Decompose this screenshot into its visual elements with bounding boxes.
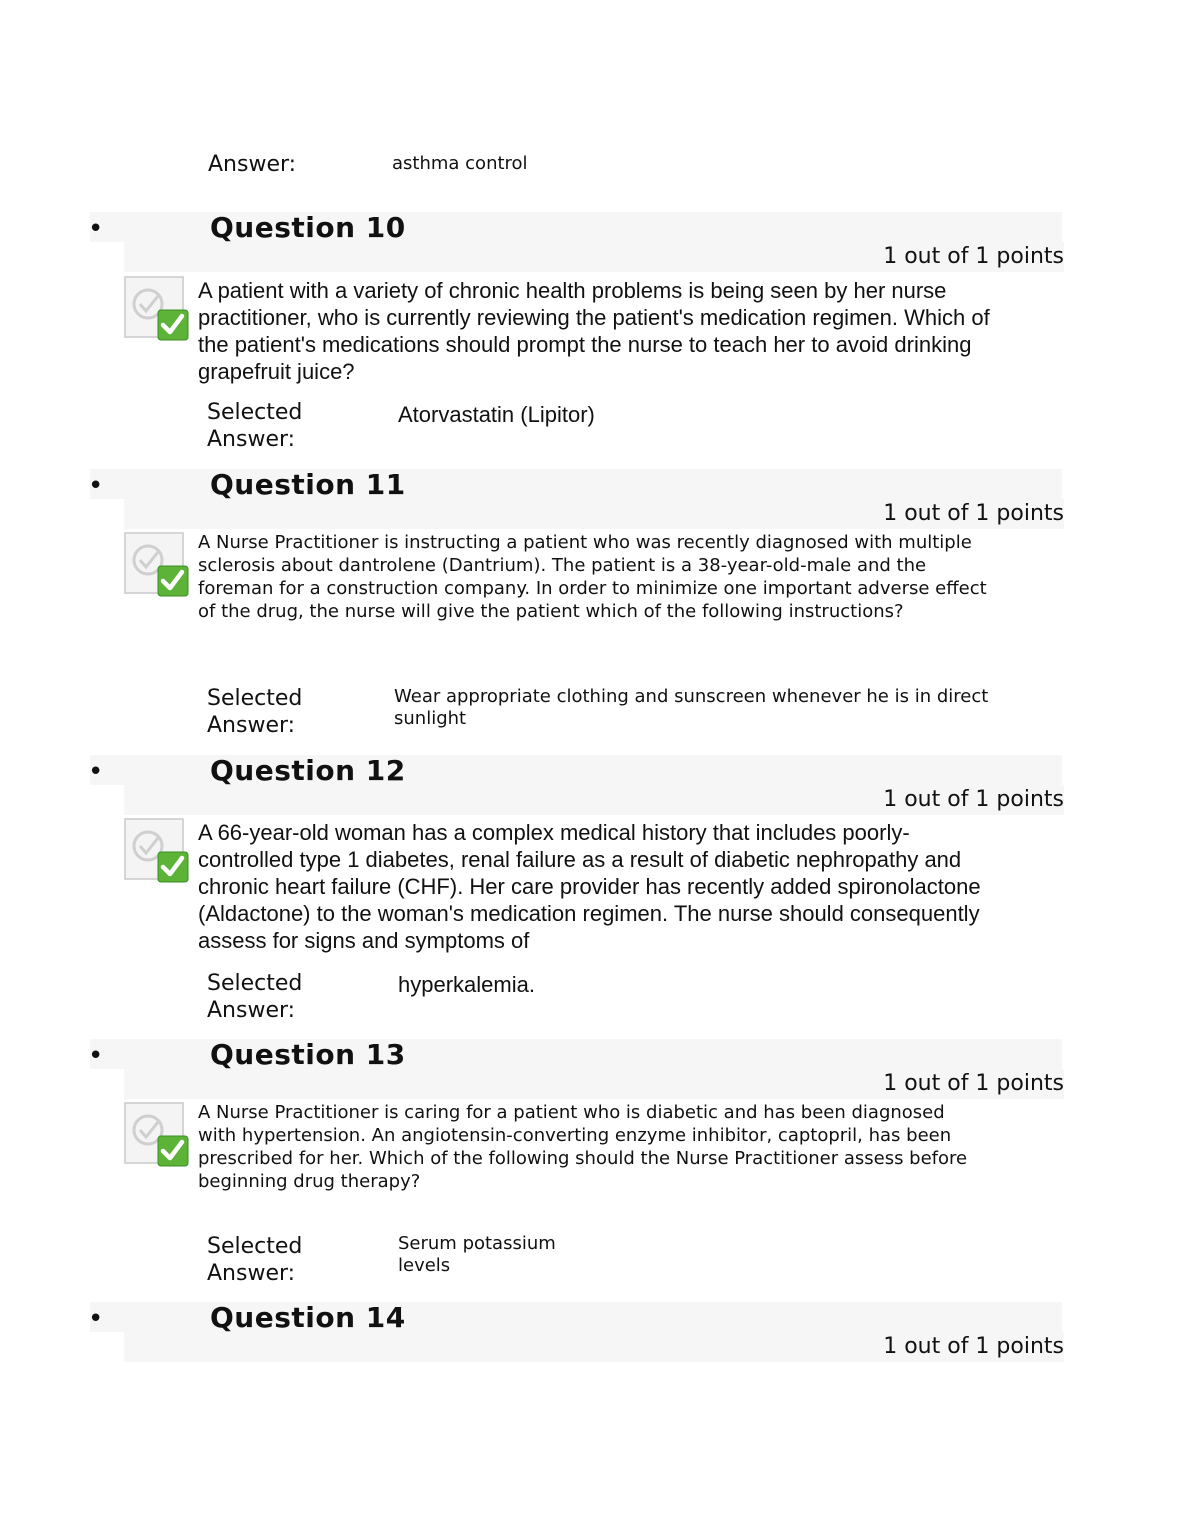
question-text: A Nurse Practitioner is instructing a patient who was recently diagnosed with multiple sclerosis about dantrolene (Dantrium). The patient is a 38-year-old-male and the foreman for a construction company. In order to minimize one important adverse effect of the drug, the nurse will give the patient which of the following instructions? bbox=[198, 532, 987, 622]
question-points: 1 out of 1 points bbox=[883, 244, 1064, 269]
bullet: • bbox=[88, 471, 104, 501]
question-points: 1 out of 1 points bbox=[883, 787, 1064, 812]
previous-answer-label: Answer: bbox=[208, 152, 297, 177]
question-text: A 66-year-old woman has a complex medical history that includes poorly-controlled type 1 diabetes, renal failure as a result of diabetic nephropathy and chronic heart failure (CHF). Her care provider has recently added spironolactone (Aldactone) to the woman's medication regimen. The nurse should consequently assess for signs and symptoms of bbox=[198, 820, 981, 953]
selected-answer-value: Serum potassium levels bbox=[398, 1233, 556, 1276]
bullet: • bbox=[88, 214, 104, 244]
correct-check-icon bbox=[124, 532, 190, 598]
correct-check-icon bbox=[124, 1102, 190, 1168]
question-text: A Nurse Practitioner is caring for a patient who is diabetic and has been diagnosed with hypertension. An angiotensin-converting enzyme inhibitor, captopril, has been prescribed for her. Which of the following should the Nurse Practitioner assess before beginning drug therapy? bbox=[198, 1102, 968, 1192]
question-text: A patient with a variety of chronic health problems is being seen by her nurse practitioner, who is currently reviewing the patient's medication regimen. Which of the patient's medications should prompt the nurse to teach her to avoid drinking grapefruit juice? bbox=[198, 278, 990, 384]
question-points: 1 out of 1 points bbox=[883, 1334, 1064, 1359]
bullet: • bbox=[88, 757, 104, 787]
correct-check-icon bbox=[124, 818, 190, 884]
selected-answer-label: Selected Answer: bbox=[207, 971, 303, 1023]
question-points: 1 out of 1 points bbox=[883, 501, 1064, 526]
selected-answer-value: hyperkalemia. bbox=[398, 972, 535, 997]
previous-answer-value: asthma control bbox=[392, 153, 528, 174]
question-title: Question 12 bbox=[210, 754, 406, 787]
selected-answer-label: Selected Answer: bbox=[207, 686, 303, 738]
question-title: Question 14 bbox=[210, 1301, 406, 1334]
question-title: Question 10 bbox=[210, 211, 406, 244]
question-title: Question 11 bbox=[210, 468, 406, 501]
selected-answer-value: Atorvastatin (Lipitor) bbox=[398, 402, 595, 427]
selected-answer-label: Selected Answer: bbox=[207, 400, 303, 452]
selected-answer-label: Selected Answer: bbox=[207, 1234, 303, 1286]
bullet: • bbox=[88, 1304, 104, 1334]
question-title: Question 13 bbox=[210, 1038, 406, 1071]
selected-answer-value: Wear appropriate clothing and sunscreen whenever he is in direct sunlight bbox=[394, 686, 989, 729]
question-points: 1 out of 1 points bbox=[883, 1071, 1064, 1096]
correct-check-icon bbox=[124, 276, 190, 342]
bullet: • bbox=[88, 1041, 104, 1071]
